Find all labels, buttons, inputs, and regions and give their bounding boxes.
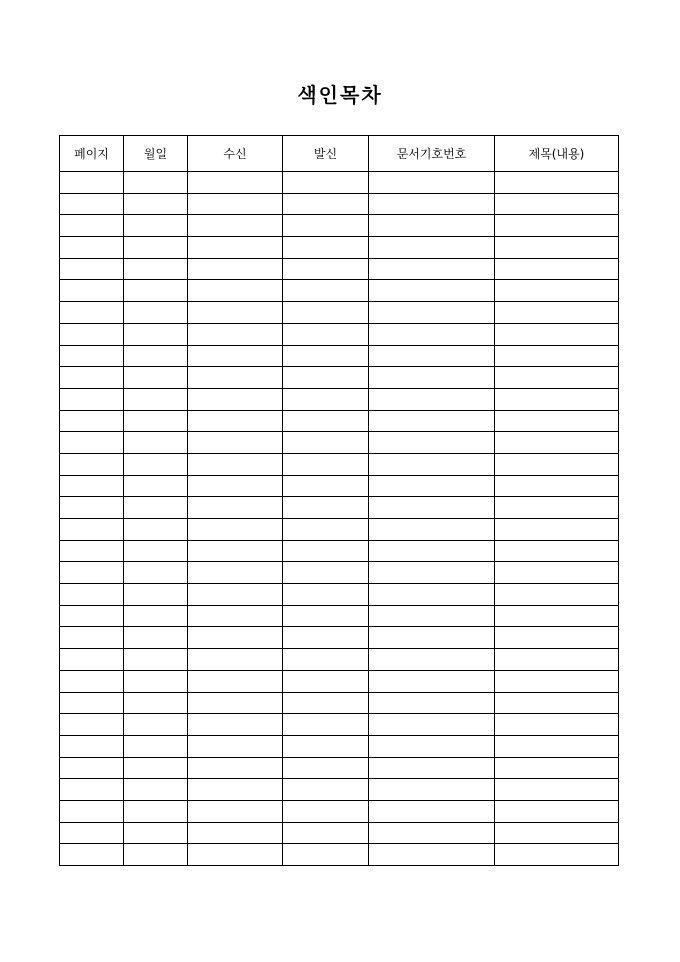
table-cell <box>124 280 188 302</box>
table-cell <box>369 345 495 367</box>
table-cell <box>124 172 188 194</box>
table-cell <box>124 627 188 649</box>
table-row <box>60 388 619 410</box>
table-row <box>60 822 619 844</box>
table-cell <box>60 649 124 671</box>
table-cell <box>188 215 283 237</box>
table-cell <box>124 692 188 714</box>
table-cell <box>283 193 369 215</box>
table-cell <box>369 237 495 259</box>
table-cell <box>369 670 495 692</box>
table-cell <box>283 649 369 671</box>
table-cell <box>369 388 495 410</box>
table-cell <box>60 453 124 475</box>
column-header-doc-number: 문서기호번호 <box>369 136 495 172</box>
table-row <box>60 584 619 606</box>
table-cell <box>283 562 369 584</box>
table-row <box>60 193 619 215</box>
table-row <box>60 714 619 736</box>
table-cell <box>495 258 619 280</box>
table-cell <box>124 562 188 584</box>
table-row <box>60 410 619 432</box>
table-cell <box>60 475 124 497</box>
table-cell <box>283 714 369 736</box>
table-cell <box>188 670 283 692</box>
table-cell <box>124 193 188 215</box>
table-cell <box>495 302 619 324</box>
table-cell <box>283 302 369 324</box>
table-cell <box>283 605 369 627</box>
table-cell <box>124 215 188 237</box>
table-cell <box>60 670 124 692</box>
table-cell <box>60 714 124 736</box>
table-cell <box>283 280 369 302</box>
table-row <box>60 540 619 562</box>
table-cell <box>124 844 188 866</box>
table-cell <box>369 779 495 801</box>
table-row <box>60 345 619 367</box>
table-cell <box>369 519 495 541</box>
table-cell <box>495 280 619 302</box>
table-cell <box>495 757 619 779</box>
table-cell <box>188 735 283 757</box>
column-header-subject: 제목(내용) <box>495 136 619 172</box>
table-cell <box>495 388 619 410</box>
table-cell <box>495 735 619 757</box>
table-cell <box>283 323 369 345</box>
table-cell <box>495 627 619 649</box>
table-cell <box>124 540 188 562</box>
table-cell <box>188 519 283 541</box>
table-cell <box>60 302 124 324</box>
table-cell <box>495 519 619 541</box>
table-cell <box>369 562 495 584</box>
table-cell <box>60 540 124 562</box>
table-cell <box>369 844 495 866</box>
table-cell <box>283 475 369 497</box>
table-cell <box>60 432 124 454</box>
table-cell <box>369 302 495 324</box>
table-cell <box>60 193 124 215</box>
table-cell <box>369 453 495 475</box>
table-cell <box>188 302 283 324</box>
table-cell <box>369 584 495 606</box>
table-cell <box>369 692 495 714</box>
table-row <box>60 670 619 692</box>
table-cell <box>60 627 124 649</box>
column-header-recipient: 수신 <box>188 136 283 172</box>
table-cell <box>60 280 124 302</box>
table-cell <box>369 193 495 215</box>
table-cell <box>283 844 369 866</box>
table-row <box>60 844 619 866</box>
table-cell <box>60 345 124 367</box>
table-cell <box>369 258 495 280</box>
table-cell <box>188 280 283 302</box>
table-cell <box>60 757 124 779</box>
table-cell <box>188 323 283 345</box>
table-cell <box>369 475 495 497</box>
table-cell <box>495 779 619 801</box>
table-cell <box>124 670 188 692</box>
table-cell <box>495 584 619 606</box>
table-cell <box>188 800 283 822</box>
table-cell <box>60 388 124 410</box>
table-cell <box>60 367 124 389</box>
table-cell <box>60 800 124 822</box>
table-cell <box>60 779 124 801</box>
table-cell <box>124 822 188 844</box>
table-cell <box>124 302 188 324</box>
table-cell <box>369 800 495 822</box>
table-row <box>60 735 619 757</box>
index-table <box>59 135 619 866</box>
table-cell <box>283 237 369 259</box>
column-header-page: 페이지 <box>60 136 124 172</box>
table-cell <box>495 367 619 389</box>
table-cell <box>495 410 619 432</box>
table-cell <box>369 540 495 562</box>
table-cell <box>495 844 619 866</box>
table-cell <box>369 172 495 194</box>
table-cell <box>283 670 369 692</box>
table-cell <box>369 280 495 302</box>
table-cell <box>60 237 124 259</box>
table-cell <box>283 497 369 519</box>
table-cell <box>60 172 124 194</box>
table-cell <box>495 670 619 692</box>
table-cell <box>124 735 188 757</box>
table-cell <box>495 540 619 562</box>
table-cell <box>369 822 495 844</box>
table-cell <box>369 605 495 627</box>
table-cell <box>369 714 495 736</box>
table-cell <box>283 519 369 541</box>
table-cell <box>188 779 283 801</box>
table-cell <box>495 475 619 497</box>
table-cell <box>124 323 188 345</box>
table-cell <box>60 519 124 541</box>
table-cell <box>495 649 619 671</box>
table-cell <box>283 345 369 367</box>
table-cell <box>124 432 188 454</box>
table-cell <box>495 193 619 215</box>
table-row <box>60 302 619 324</box>
table-cell <box>495 562 619 584</box>
table-cell <box>283 410 369 432</box>
table-cell <box>60 410 124 432</box>
table-cell <box>188 475 283 497</box>
table-cell <box>369 323 495 345</box>
table-cell <box>369 367 495 389</box>
page-title: 색인목차 <box>297 83 383 107</box>
table-cell <box>369 735 495 757</box>
table-row <box>60 280 619 302</box>
table-cell <box>369 432 495 454</box>
table-row <box>60 323 619 345</box>
table-row <box>60 475 619 497</box>
table-body <box>60 172 619 866</box>
table-cell <box>369 497 495 519</box>
table-cell <box>283 367 369 389</box>
table-cell <box>495 714 619 736</box>
table-cell <box>495 172 619 194</box>
table-cell <box>188 627 283 649</box>
table-cell <box>283 388 369 410</box>
table-cell <box>283 735 369 757</box>
table-cell <box>124 779 188 801</box>
table-cell <box>60 258 124 280</box>
table-cell <box>124 367 188 389</box>
table-cell <box>188 540 283 562</box>
table-row <box>60 215 619 237</box>
table-cell <box>188 497 283 519</box>
table-cell <box>495 432 619 454</box>
table-cell <box>124 258 188 280</box>
table-row <box>60 779 619 801</box>
table-cell <box>188 757 283 779</box>
table-row <box>60 627 619 649</box>
table-cell <box>124 453 188 475</box>
table-cell <box>495 692 619 714</box>
table-row <box>60 432 619 454</box>
table-row <box>60 692 619 714</box>
table-cell <box>283 584 369 606</box>
table-cell <box>283 258 369 280</box>
table-cell <box>369 215 495 237</box>
table-cell <box>495 215 619 237</box>
table-cell <box>495 345 619 367</box>
table-cell <box>495 800 619 822</box>
table-cell <box>495 822 619 844</box>
table-cell <box>188 367 283 389</box>
table-cell <box>124 649 188 671</box>
table-cell <box>495 453 619 475</box>
table-cell <box>283 779 369 801</box>
table-cell <box>124 475 188 497</box>
table-row <box>60 237 619 259</box>
table-cell <box>124 605 188 627</box>
table-cell <box>188 714 283 736</box>
table-cell <box>283 215 369 237</box>
table-cell <box>124 714 188 736</box>
table-row <box>60 649 619 671</box>
table-cell <box>124 497 188 519</box>
table-cell <box>60 584 124 606</box>
table-cell <box>60 692 124 714</box>
table-cell <box>495 605 619 627</box>
table-cell <box>283 757 369 779</box>
table-cell <box>283 800 369 822</box>
table-cell <box>124 757 188 779</box>
table-cell <box>60 497 124 519</box>
table-cell <box>188 844 283 866</box>
table-cell <box>188 649 283 671</box>
table-cell <box>188 453 283 475</box>
table-cell <box>60 323 124 345</box>
table-cell <box>188 172 283 194</box>
table-cell <box>283 627 369 649</box>
table-cell <box>124 410 188 432</box>
table-cell <box>188 237 283 259</box>
table-row <box>60 605 619 627</box>
column-header-date: 월일 <box>124 136 188 172</box>
table-cell <box>60 562 124 584</box>
table-cell <box>495 497 619 519</box>
table-cell <box>124 388 188 410</box>
table-row <box>60 258 619 280</box>
table-cell <box>60 215 124 237</box>
column-header-sender: 발신 <box>283 136 369 172</box>
table-cell <box>188 432 283 454</box>
table-cell <box>188 258 283 280</box>
table-cell <box>369 649 495 671</box>
table-cell <box>124 237 188 259</box>
table-cell <box>495 323 619 345</box>
table-cell <box>369 627 495 649</box>
table-cell <box>283 453 369 475</box>
table-row <box>60 757 619 779</box>
table-row <box>60 172 619 194</box>
table-cell <box>369 757 495 779</box>
table-row <box>60 453 619 475</box>
table-cell <box>188 822 283 844</box>
table-cell <box>124 800 188 822</box>
table-cell <box>60 822 124 844</box>
table-cell <box>124 519 188 541</box>
table-cell <box>188 692 283 714</box>
table-cell <box>188 410 283 432</box>
table-row <box>60 519 619 541</box>
table-cell <box>60 735 124 757</box>
table-row <box>60 497 619 519</box>
table-cell <box>283 432 369 454</box>
table-cell <box>283 540 369 562</box>
table-cell <box>124 345 188 367</box>
table-cell <box>60 605 124 627</box>
table-row <box>60 367 619 389</box>
table-cell <box>188 193 283 215</box>
table-cell <box>283 692 369 714</box>
table-cell <box>188 605 283 627</box>
table-cell <box>60 844 124 866</box>
table-row <box>60 562 619 584</box>
table-header-row <box>60 136 619 172</box>
table-row <box>60 800 619 822</box>
table-cell <box>283 172 369 194</box>
table-cell <box>188 345 283 367</box>
table-cell <box>124 584 188 606</box>
table-cell <box>369 410 495 432</box>
table-cell <box>188 562 283 584</box>
table-cell <box>495 237 619 259</box>
table-cell <box>188 388 283 410</box>
table-cell <box>283 822 369 844</box>
table-cell <box>188 584 283 606</box>
